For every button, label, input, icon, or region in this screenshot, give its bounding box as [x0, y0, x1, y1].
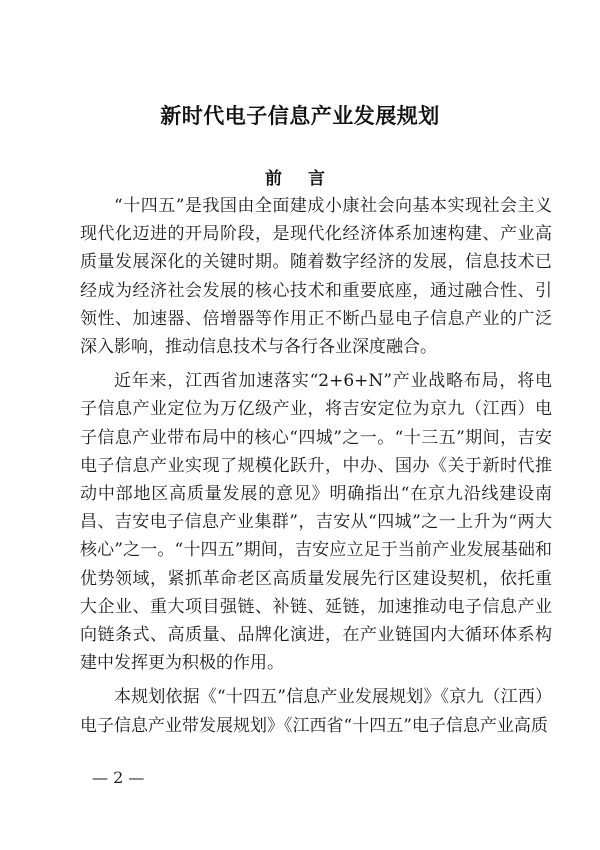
- document-title: 新时代电子信息产业发展规划: [160, 104, 440, 128]
- paragraph: 近年来，江西省加速落实“2+6+N”产业战略布局，将电子信息产业定位为万亿级产业，将吉安定位为京九（江西）电子信息产业带布局中的核心“四城”之一。“十三五”期间，吉安电子信息产业实现了规模化跃升，中办、国办《关于新时代推动中部地区高质量发展的意见》明确指出“在京九沿线建设南昌、吉安电子信息产业集群”，吉安从“四城”之一上升为“两大核心”之一。“十四五”期间，吉安应立足于当前产业发展基础和优势领域，紧抓革命老区高质量发展先行区建设契机，依托重大企业、重大项目强链、补链、延链，加速推动电子信息产业向链条式、高质量、品牌化演进，在产业链国内大循环体系构建中发挥更为积极的作用。: [80, 371, 552, 674]
- page-number: — 2 —: [92, 768, 145, 787]
- section-heading: 前 言: [265, 169, 335, 189]
- paragraph: “十四五”是我国由全面建成小康社会向基本实现社会主义现代化迈进的开局阶段，是现代化经济体系加速构建、产业高质量发展深化的关键时期。随着数字经济的发展，信息技术已经成为经济社会发展的核心技术和重要底座，通过融合性、引领性、加速器、倍增器等作用正不断凸显电子信息产业的广泛深入影响，推动信息技术与各行各业深度融合。: [80, 196, 552, 358]
- document-body: [80, 192, 552, 746]
- paragraph: 本规划依据《“十四五”信息产业发展规划》《京九（江西）电子信息产业带发展规划》《江西省“十四五”电子信息产业高质: [80, 687, 552, 736]
